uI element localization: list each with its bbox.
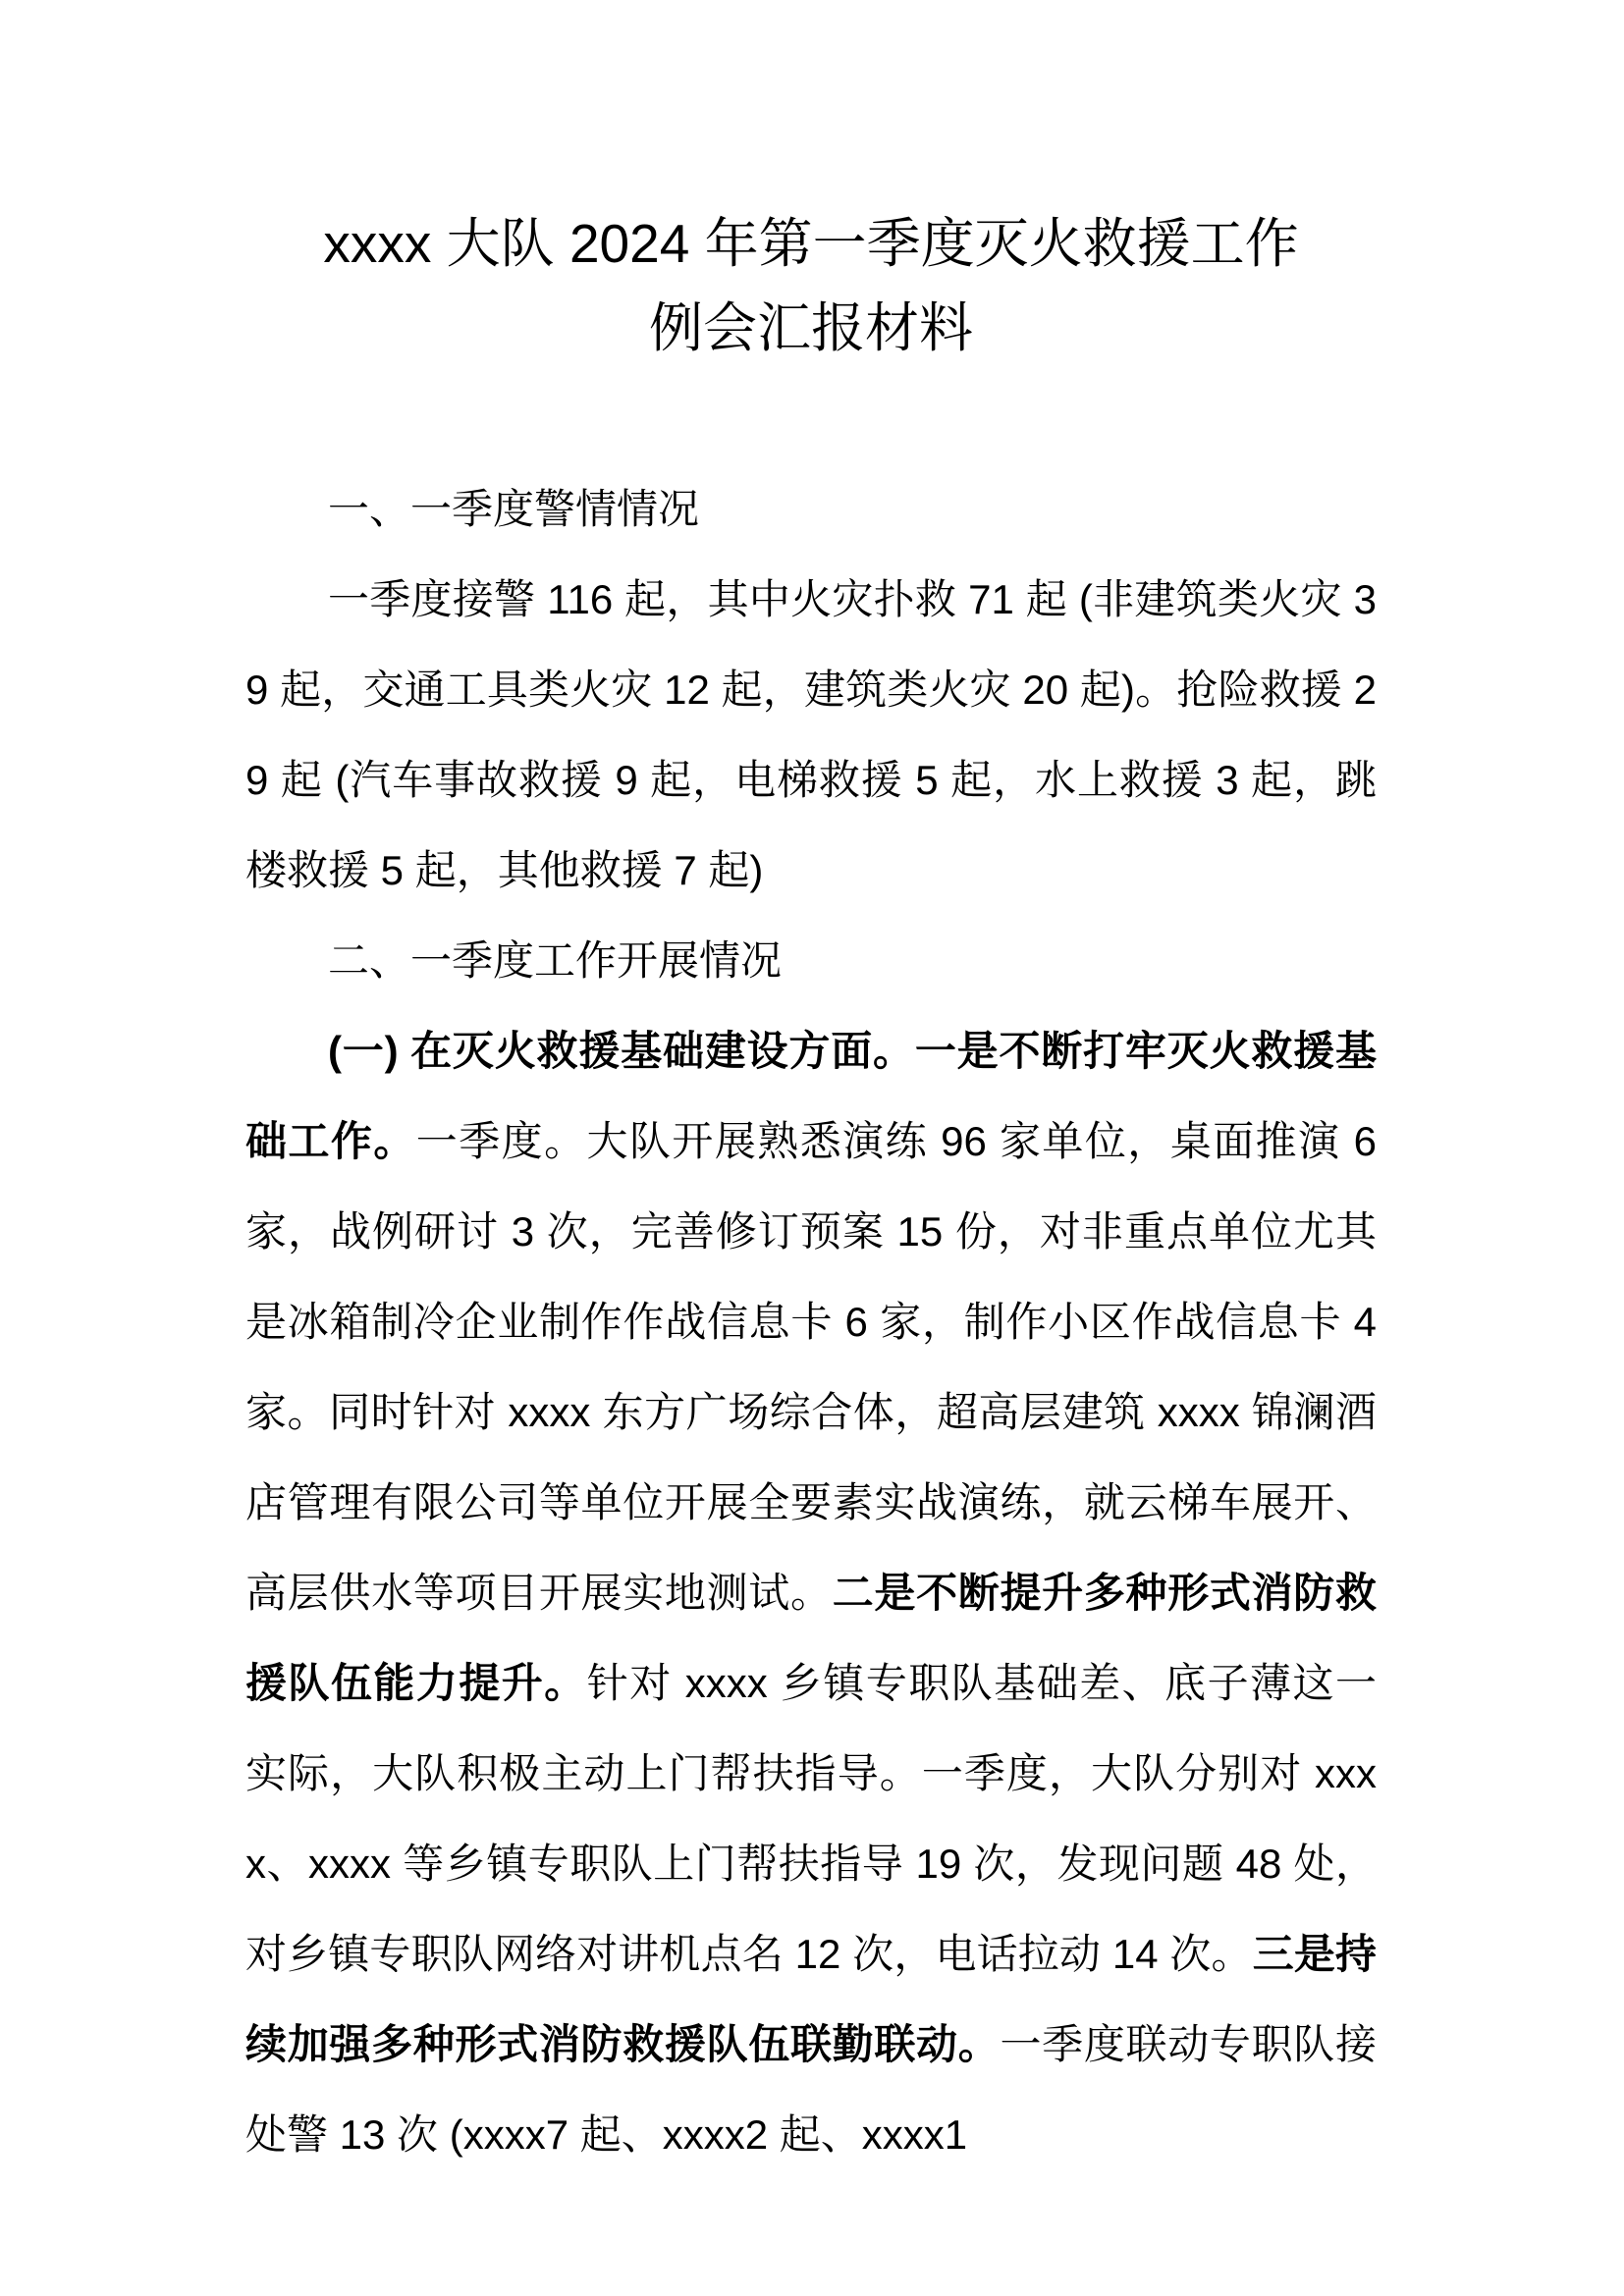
text-run: 针对 xxxx 乡镇专职队基础差、底子薄这一实际，大队积极主动上门帮扶指导。一季度，大队分别对 xxxx、xxxx 等乡镇专职队上门帮扶指导 19 次，发现问题 48 处，对乡镇专职队网络对讲机点名 12 次，电话拉动 14 次。 [245, 1660, 1377, 1977]
text-run: 一季度联动专职队接处警 13 次 (xxxx7 起、xxxx2 起、xxxx1 [245, 2021, 1377, 2158]
section-heading-work-progress [245, 916, 1377, 1006]
text-run: 二、一季度工作开展情况 [328, 937, 783, 984]
text-run: 一、一季度警情情况 [328, 486, 700, 532]
document-title: xxxx 大队 2024 年第一季度灭火救援工作例会汇报材料 [323, 213, 1299, 358]
document-body [245, 464, 1377, 2180]
text-run: 一季度。大队开展熟悉演练 96 家单位，桌面推演 6 家，战例研讨 3 次，完善修订预案 15 份，对非重点单位尤其是冰箱制冷企业制作作战信息卡 6 家，制作小区作战信息卡 4 家。同时针对 xxxx 东方广场综合体，超高层建筑 xxxx 锦澜酒店管理有限公司等单位开展全要素实战演练，就云梯车展开、高层供水等项目开展实地测试。 [245, 1118, 1377, 1616]
bold-text-run: (一) 在灭火救援基础建设方面。一是不断打牢灭火救援基础工作。 [245, 1028, 1377, 1164]
bold-text-run: 三是持续加强多种形式消防救援队伍联勤联动。 [245, 1931, 1377, 2067]
text-run: 一季度接警 116 起，其中火灾扑救 71 起 (非建筑类火灾 39 起，交通工具类火灾 12 起，建筑类火灾 20 起)。抢险救援 29 起 (汽车事故救援 9 起，电梯救援 5 起，水上救援 3 起，跳楼救援 5 起，其他救援 7 起) [245, 576, 1377, 893]
bold-text-run: 二是不断提升多种形式消防救援队伍能力提升。 [245, 1570, 1377, 1706]
section-heading-quarter-alarms [245, 464, 1377, 555]
paragraph-alarm-statistics [245, 555, 1377, 916]
paragraph-work-progress [245, 1006, 1377, 2180]
